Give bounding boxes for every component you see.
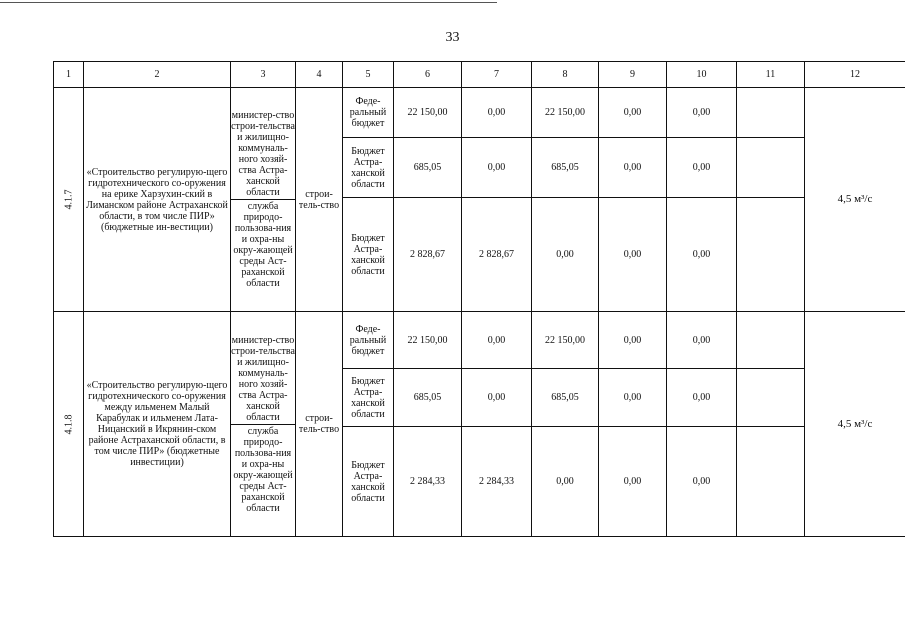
- value-col6: 2 284,33: [394, 427, 462, 537]
- table-row: [54, 312, 905, 369]
- value-col10: 0,00: [667, 88, 737, 138]
- value-col10: 0,00: [667, 427, 737, 537]
- indicator-value: 4,5 м³/с: [805, 88, 905, 312]
- value-col6: 22 150,00: [394, 312, 462, 369]
- page-number: 33: [445, 30, 460, 45]
- value-col6: 22 150,00: [394, 88, 462, 138]
- item-code: 4.1.8: [63, 414, 74, 434]
- column-header: 5: [343, 62, 394, 88]
- work-type: строи-тель-ство: [296, 88, 343, 312]
- executor-cell: [231, 312, 296, 537]
- value-col10: 0,00: [667, 198, 737, 312]
- value-col7: 0,00: [462, 369, 532, 427]
- value-col9: 0,00: [599, 198, 667, 312]
- value-col8: 0,00: [532, 198, 599, 312]
- value-col11: [737, 198, 805, 312]
- item-name: «Строительство регулирую-щего гидротехнического со-оружения между ильменем Малый Карабулак и ильменем Лата-Ницанский в Икрянин-ском районе Астраханской области, в том числе ПИР» (бюджетные инвестиции): [84, 312, 231, 537]
- funding-source: Бюджет Астра-ханской области: [343, 138, 394, 198]
- column-header: 4: [296, 62, 343, 88]
- program-table: [53, 61, 905, 537]
- value-col6: 685,05: [394, 138, 462, 198]
- value-col11: [737, 138, 805, 198]
- top-rule: [0, 2, 497, 3]
- column-header: 11: [737, 62, 805, 88]
- value-col11: [737, 312, 805, 369]
- value-col10: 0,00: [667, 138, 737, 198]
- value-col9: 0,00: [599, 88, 667, 138]
- funding-source: Бюджет Астра-ханской области: [343, 427, 394, 537]
- value-col10: 0,00: [667, 312, 737, 369]
- value-col9: 0,00: [599, 138, 667, 198]
- item-code-cell: [54, 88, 84, 312]
- value-col9: 0,00: [599, 369, 667, 427]
- funding-source: Бюджет Астра-ханской области: [343, 198, 394, 312]
- value-col7: 0,00: [462, 88, 532, 138]
- executor-cell: [231, 88, 296, 312]
- column-header: 6: [394, 62, 462, 88]
- value-col11: [737, 88, 805, 138]
- value-col11: [737, 369, 805, 427]
- item-code: 4.1.7: [63, 189, 74, 210]
- column-header: 3: [231, 62, 296, 88]
- value-col10: 0,00: [667, 369, 737, 427]
- value-col8: 22 150,00: [532, 312, 599, 369]
- value-col11: [737, 427, 805, 537]
- value-col7: 2 284,33: [462, 427, 532, 537]
- value-col8: 0,00: [532, 427, 599, 537]
- item-name: «Строительство регулирую-щего гидротехнического со-оружения на ерике Харзухин-ский в Лиманском районе Астраханской области, в том числе ПИР» (бюджетные ин-вестиции): [84, 88, 231, 312]
- value-col8: 22 150,00: [532, 88, 599, 138]
- item-code-cell: [54, 312, 84, 537]
- value-col9: 0,00: [599, 312, 667, 369]
- value-col9: 0,00: [599, 427, 667, 537]
- executor-secondary: служба природо-пользова-ния и охра-ны окру-жающей среды Аст-раханской области: [231, 424, 295, 514]
- column-header: 10: [667, 62, 737, 88]
- column-header: 1: [54, 62, 84, 88]
- column-header: 9: [599, 62, 667, 88]
- value-col8: 685,05: [532, 369, 599, 427]
- column-number-row: [54, 62, 905, 88]
- funding-source: Феде-ральный бюджет: [343, 88, 394, 138]
- funding-source: Бюджет Астра-ханской области: [343, 369, 394, 427]
- table-row: [54, 88, 905, 138]
- column-header: 12: [805, 62, 905, 88]
- column-header: 2: [84, 62, 231, 88]
- column-header: 8: [532, 62, 599, 88]
- value-col8: 685,05: [532, 138, 599, 198]
- value-col6: 2 828,67: [394, 198, 462, 312]
- value-col7: 0,00: [462, 138, 532, 198]
- executor-primary: министер-ство строи-тельства и жилищно-коммуналь-ного хозяй-ства Астра-ханской области: [231, 110, 295, 198]
- work-type: строи-тель-ство: [296, 312, 343, 537]
- executor-secondary: служба природо-пользова-ния и охра-ны окру-жающей среды Аст-раханской области: [231, 199, 295, 289]
- value-col7: 2 828,67: [462, 198, 532, 312]
- indicator-value: 4,5 м³/с: [805, 312, 905, 537]
- funding-source: Феде-ральный бюджет: [343, 312, 394, 369]
- column-header: 7: [462, 62, 532, 88]
- executor-primary: министер-ство строи-тельства и жилищно-коммуналь-ного хозяй-ства Астра-ханской области: [231, 334, 295, 423]
- value-col7: 0,00: [462, 312, 532, 369]
- value-col6: 685,05: [394, 369, 462, 427]
